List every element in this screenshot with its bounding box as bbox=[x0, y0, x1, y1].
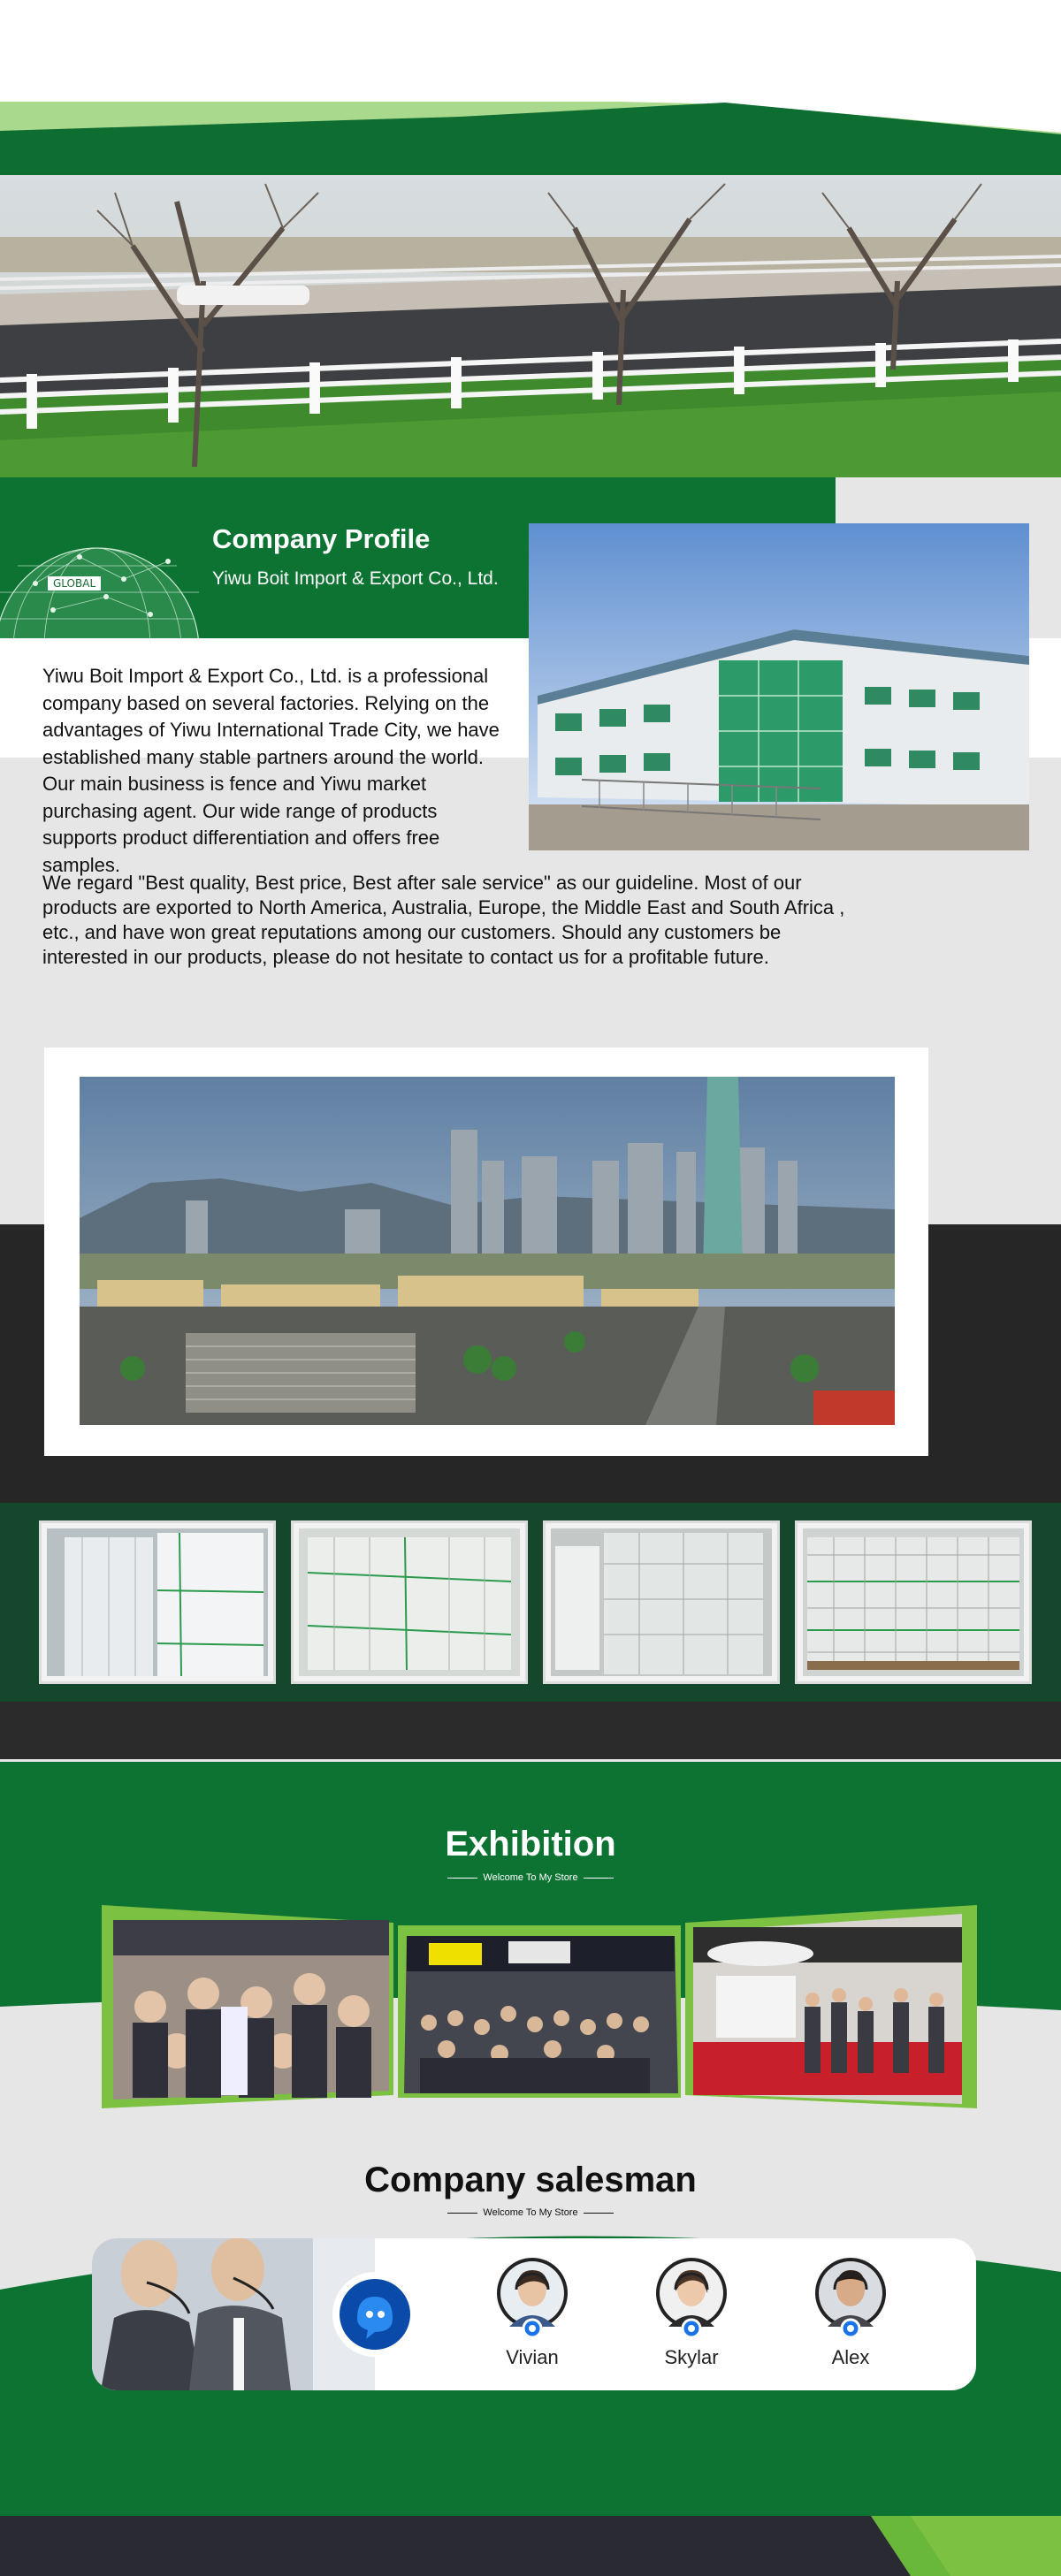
profile-intro-text: Yiwu Boit Import & Export Co., Ltd. is a professional company based on several factories. Relying on the advantages of Yiwu International Trade City, we have established many stable partners around the world. Our main business is fence and Yiwu market purchasing agent. Our wide range of products supports product differentiation and offers free samples. bbox=[42, 665, 500, 876]
rep-avatar-skylar[interactable] bbox=[656, 2258, 736, 2342]
exhibition-subtitle-row bbox=[0, 1872, 1061, 1883]
exhibition-title: Exhibition bbox=[445, 1825, 616, 1863]
exhibition-photo-1 bbox=[97, 1901, 398, 2113]
packaging-thumb-3 bbox=[543, 1520, 780, 1684]
global-tag: GLOBAL bbox=[48, 576, 101, 591]
profile-subtitle: Yiwu Boit Import & Export Co., Ltd. bbox=[212, 568, 499, 589]
salesman-title: Company salesman bbox=[364, 2161, 697, 2199]
factory-photo bbox=[529, 523, 1029, 850]
packaging-thumb-2 bbox=[291, 1520, 528, 1684]
rep-name: Vivian bbox=[506, 2346, 559, 2368]
footer-accent bbox=[0, 2516, 1061, 2576]
divider-line-right bbox=[584, 2213, 614, 2214]
exhibition-subtitle: Welcome To My Store bbox=[483, 1872, 578, 1883]
footer-bar bbox=[0, 2516, 1061, 2576]
globe-icon bbox=[0, 495, 203, 638]
top-banner bbox=[0, 0, 1061, 177]
rep-avatar-vivian[interactable] bbox=[497, 2258, 576, 2342]
rep-name: Alex bbox=[831, 2346, 870, 2368]
salesman-card bbox=[92, 2238, 976, 2390]
dark-band-lower bbox=[0, 1702, 1061, 1762]
divider-line-left bbox=[447, 2213, 477, 2214]
rep-avatar-alex[interactable] bbox=[815, 2258, 895, 2342]
packaging-thumb-1 bbox=[39, 1520, 276, 1684]
profile-title: Company Profile bbox=[212, 523, 431, 554]
exhibition-photo-3 bbox=[681, 1901, 981, 2113]
yiwu-city-photo bbox=[80, 1077, 895, 1425]
exhibition-photo-2 bbox=[393, 1925, 685, 2102]
divider-line-right bbox=[584, 1878, 614, 1879]
salesman-subtitle: Welcome To My Store bbox=[483, 2207, 578, 2218]
section-divider bbox=[0, 1759, 1061, 1762]
salesman-subtitle-row bbox=[0, 2207, 1061, 2218]
chat-bot-icon bbox=[331, 2270, 419, 2359]
divider-line-left bbox=[447, 1878, 477, 1879]
profile-guideline-text: We regard "Best quality, Best price, Best after sale service" as our guideline. Most of our products are exported to North America, Australia, Europe, the Middle East and South Africa , etc., and have won great reputations among our customers. Should any customers be interested in our products, please do not hesitate to contact us for a profitable future. bbox=[42, 872, 845, 968]
banner-stripes bbox=[0, 0, 1061, 177]
packaging-thumb-4 bbox=[795, 1520, 1032, 1684]
rep-name: Skylar bbox=[664, 2346, 719, 2368]
